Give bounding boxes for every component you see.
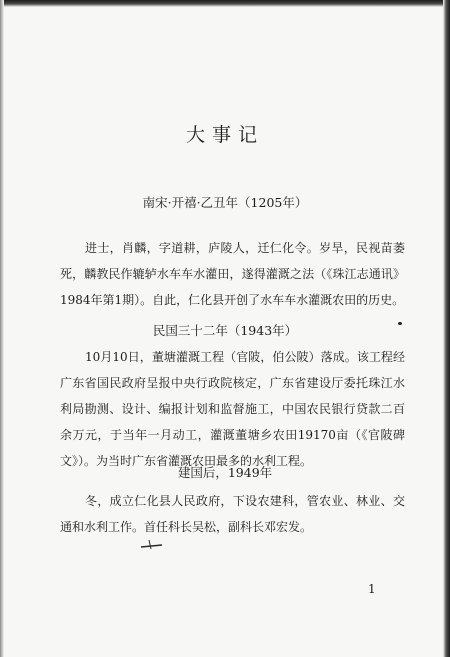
- scan-speck: [398, 322, 402, 325]
- section-body-1205: 进士，肖麟，字道耕，庐陵人，迁仁化令。岁旱，民视苗萎死，麟教民作辘轳水车车水灌田，遂得灌溉之法（《珠江志通讯》1984年第1期）。自此，仁化县开创了水车车水灌溉农田的历史。: [60, 241, 405, 307]
- section-heading-1949: 建国后，1949年: [177, 465, 273, 480]
- section-body-1949: 冬，成立仁化县人民政府，下设农建科，管农业、林业、交通和水利工作。首任科长吴松，副科长邓宏发。: [60, 494, 405, 534]
- page-title: 大事记: [185, 124, 264, 146]
- pen-stroke-mark: [140, 537, 164, 551]
- page-number: 1: [368, 582, 376, 596]
- section-heading-1205: 南宋·开禧·乙丑年（1205年）: [142, 195, 308, 210]
- scan-shadow-top: [0, 0, 450, 7]
- section-heading-1943: 民国三十二年（1943年）: [152, 323, 298, 338]
- section-body-1943: 10月10日，董塘灌溉工程（官陂，伯公陂）落成。该工程经广东省国民政府呈报中央行政院核定，广东省建设厅委托珠江水利局勘测、设计、编报计划和监督施工，中国农民银行贷款二百余万元，于当年一月动工，灌溉董塘乡农田19170亩（《官陂碑文》）。为当时广东省灌溉农田最多的水利工程。: [60, 350, 405, 468]
